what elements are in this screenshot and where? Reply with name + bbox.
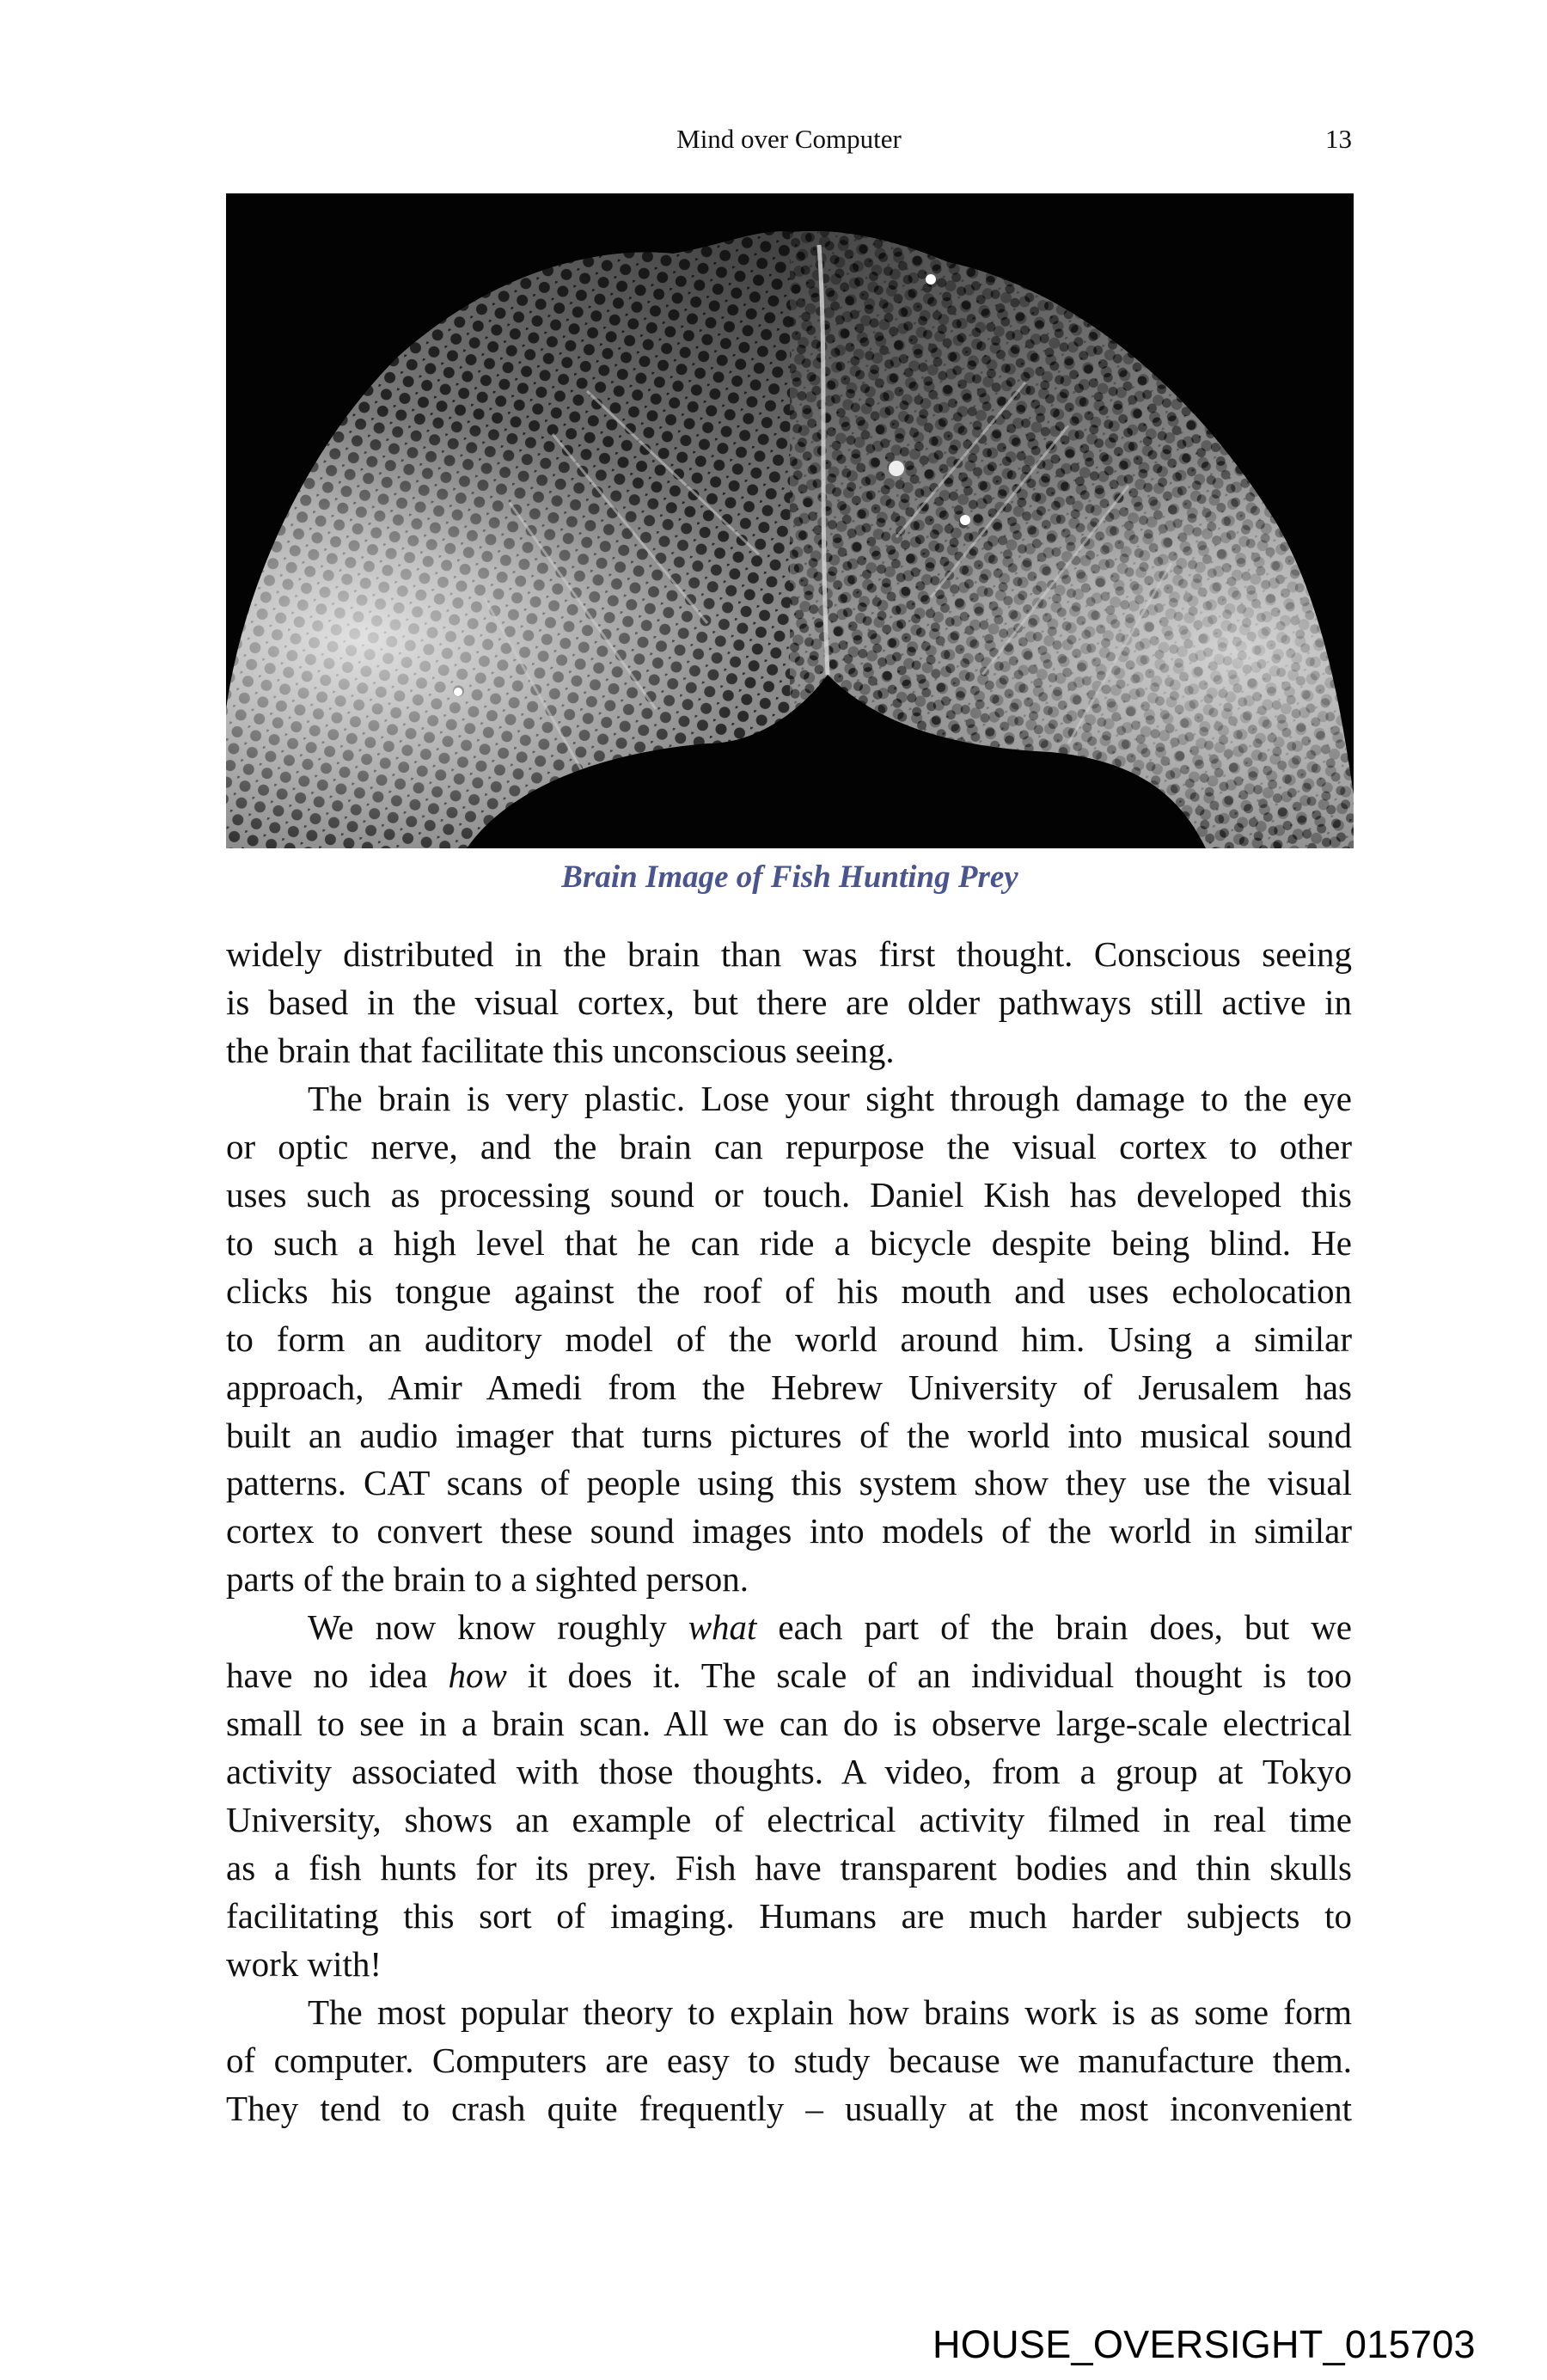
text-line: [226, 1700, 1352, 1748]
text-run: the brain that facilitate this unconscious seeing.: [226, 1030, 895, 1070]
text-run: have no idea: [226, 1655, 449, 1696]
text-run: is based in the visual cortex, but there are older pathways still active in: [226, 982, 1352, 1022]
text-run: it does it. The scale of an individual thought is too: [506, 1655, 1352, 1696]
text-line: [226, 2037, 1352, 2085]
text-run: approach, Amir Amedi from the Hebrew University of Jerusalem has: [226, 1367, 1352, 1407]
text-line: [226, 1941, 1352, 1989]
bates-stamp: HOUSE_OVERSIGHT_015703: [932, 2322, 1476, 2366]
text-run: work with!: [226, 1944, 382, 1985]
text-run: uses such as processing sound or touch. Daniel Kish has developed this: [226, 1174, 1352, 1214]
text-run: University, shows an example of electrical activity filmed in real time: [226, 1800, 1352, 1840]
figure-caption: Brain Image of Fish Hunting Prey: [561, 860, 1018, 895]
text-line: [226, 1604, 1352, 1652]
text-run: built an audio imager that turns pictures of the world into musical sound: [226, 1415, 1352, 1455]
paragraph: [226, 1604, 1352, 1989]
text-run: as a fish hunts for its prey. Fish have transparent bodies and thin skulls: [226, 1848, 1352, 1888]
text-line: [226, 2085, 1352, 2133]
text-line: [226, 1364, 1352, 1412]
text-run: small to see in a brain scan. All we can do is observe large-scale electrical: [226, 1704, 1352, 1744]
running-title: Mind over Computer: [676, 124, 902, 154]
body-text: [226, 931, 1352, 2133]
text-line: [226, 979, 1352, 1027]
paragraph: [226, 1075, 1352, 1604]
text-run: clicks his tongue against the roof of his mouth and uses echolocation: [226, 1270, 1352, 1311]
text-line: [226, 1172, 1352, 1220]
italic-text: how: [448, 1655, 507, 1696]
text-line: [226, 1268, 1352, 1316]
text-run: cortex to convert these sound images into models of the world in similar: [226, 1511, 1352, 1551]
text-line: [226, 931, 1352, 979]
text-run: to form an auditory model of the world around him. Using a similar: [226, 1318, 1352, 1359]
brain-image: [226, 193, 1354, 848]
text-line: [226, 1316, 1352, 1364]
text-run: to such a high level that he can ride a bicycle despite being blind. He: [226, 1222, 1352, 1263]
text-line: [226, 1748, 1352, 1796]
text-line: [226, 1412, 1352, 1460]
text-run: The brain is very plastic. Lose your sight through damage to the eye: [308, 1078, 1352, 1118]
paragraph: [226, 931, 1352, 1075]
text-line: [226, 1556, 1352, 1604]
text-line: [226, 1075, 1352, 1123]
text-run: The most popular theory to explain how brains work is as some form: [308, 1991, 1352, 2032]
text-line: [226, 1027, 1352, 1075]
paragraph: [226, 1989, 1352, 2133]
running-head: [226, 120, 1352, 158]
text-run: facilitating this sort of imaging. Humans are much harder subjects to: [226, 1896, 1352, 1936]
italic-text: what: [688, 1607, 757, 1648]
text-run: parts of the brain to a sighted person.: [226, 1559, 749, 1600]
page-number: 13: [1325, 124, 1352, 154]
text-run: They tend to crash quite frequently – usually at the most inconvenient: [226, 2088, 1352, 2128]
text-run: widely distributed in the brain than was first thought. Conscious seeing: [226, 934, 1352, 974]
text-line: [226, 1652, 1352, 1700]
text-line: [226, 1989, 1352, 2037]
text-line: [226, 1796, 1352, 1845]
text-run: activity associated with those thoughts. A video, from a group at Tokyo: [226, 1752, 1352, 1792]
text-line: [226, 1220, 1352, 1268]
text-run: patterns. CAT scans of people using this system show they use the visual: [226, 1463, 1352, 1503]
text-line: [226, 1459, 1352, 1508]
text-line: [226, 1893, 1352, 1941]
text-line: [226, 1845, 1352, 1893]
text-run: We now know roughly: [308, 1607, 688, 1648]
text-line: [226, 1508, 1352, 1556]
text-line: [226, 1123, 1352, 1172]
text-run: each part of the brain does, but we: [756, 1607, 1352, 1648]
text-run: of computer. Computers are easy to study because we manufacture them.: [226, 2040, 1352, 2080]
brain-image-figure: [226, 193, 1354, 848]
text-run: or optic nerve, and the brain can repurpose the visual cortex to other: [226, 1126, 1352, 1166]
